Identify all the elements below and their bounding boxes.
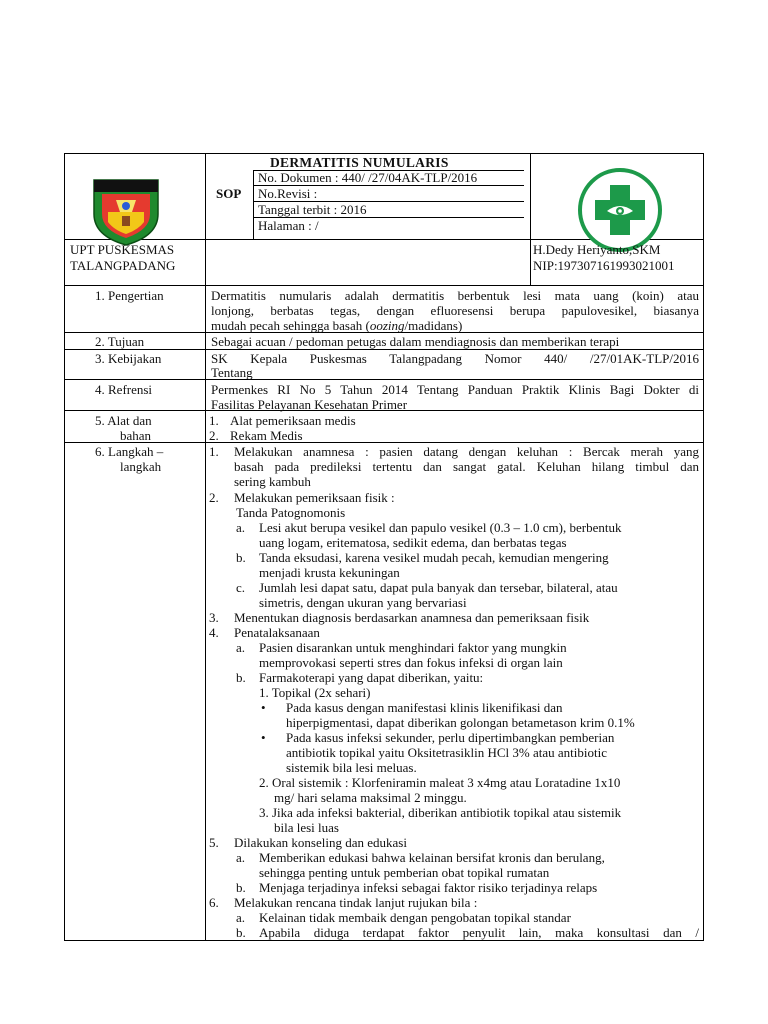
puskesmas-logo [577, 167, 663, 253]
page-number: Halaman : / [258, 218, 319, 233]
text-span: /madidans) [404, 318, 463, 333]
org-name-line1: UPT PUSKESMAS [70, 242, 175, 257]
doc-number: No. Dokumen : 440/ /27/04AK-TLP/2016 [258, 170, 478, 185]
sub-letter: a. [236, 850, 246, 865]
sub-text: Pada kasus dengan manifestasi klinis likenifikasi dan [286, 700, 563, 715]
col-divider [530, 154, 531, 285]
sub-text: 1. Topikal (2x sehari) [259, 685, 371, 700]
section-text: Tentang [211, 365, 253, 380]
step-text: Menentukan diagnosis berdasarkan anamnesa dan pemeriksaan fisik [234, 610, 590, 625]
sub-text: Pasien disarankan untuk menghindari faktor yang mungkin [259, 640, 567, 655]
row-divider [65, 349, 704, 350]
sub-text: antibiotik topikal yaitu Oksitetrasiklin HCl 3% atau antibiotic [286, 745, 607, 760]
sub-text: hiperpigmentasi, dapat diberikan golongan betametason krim 0.1% [286, 715, 635, 730]
col-divider [205, 154, 206, 285]
list-number: 4. [209, 625, 219, 640]
revision: No.Revisi : [258, 186, 318, 201]
step-text: sering kambuh [234, 474, 311, 489]
section-label: 5. Alat dan [95, 413, 152, 428]
sub-text: 2. Oral sistemik : Klorfeniramin maleat 3 x4mg atau Loratadine 1x10 [259, 775, 621, 790]
org-name-line2: TALANGPADANG [70, 258, 176, 273]
sop-table [64, 153, 704, 941]
issue-date: Tanggal terbit : 2016 [258, 202, 367, 217]
sub-letter: a. [236, 640, 246, 655]
step-text: Dilakukan konseling dan edukasi [234, 835, 407, 850]
section-label: 3. Kebijakan [95, 351, 162, 366]
italic-term: oozing [369, 318, 405, 333]
sub-text: 3. Jika ada infeksi bakterial, diberikan antibiotik topikal atau sistemik [259, 805, 622, 820]
step-text: Melakukan rencana tindak lanjut rujukan bila : [234, 895, 478, 910]
section-text: Sebagai acuan / pedoman petugas dalam mendiagnosis dan memberikan terapi [211, 334, 620, 349]
list-number: 5. [209, 835, 219, 850]
list-number: 2. [209, 490, 219, 505]
sub-letter: a. [236, 910, 246, 925]
section-label: bahan [120, 428, 152, 443]
sub-letter: b. [236, 550, 246, 565]
sub-text: bila lesi luas [274, 820, 339, 835]
logo-text: TANGGAMUS [97, 172, 149, 181]
signer-name: H.Dedy Heriyanto,SKM [533, 242, 661, 257]
sub-text: Farmakoterapi yang dapat diberikan, yaitu: [259, 670, 484, 685]
bullet-icon: • [261, 730, 266, 745]
sub-text: Lesi akut berupa vesikel dan papulo vesikel (0.3 – 1.0 cm), berbentuk [259, 520, 622, 535]
sub-text: Jumlah lesi dapat satu, dapat pula banyak dan tersebar, bilateral, atau [259, 580, 618, 595]
step-text: Tanda Patognomonis [236, 505, 346, 520]
sub-text: sistemik bila lesi meluas. [286, 760, 417, 775]
list-number: 3. [209, 610, 219, 625]
step-text: Melakukan anamnesa : pasien datang dengan keluhan : Bercak merah yang [234, 444, 699, 459]
section-label: 2. Tujuan [95, 334, 145, 349]
row-divider [65, 379, 704, 380]
sub-text: Menjaga terjadinya infeksi sebagai faktor risiko terjadinya relaps [259, 880, 598, 895]
sop-label: SOP [216, 186, 242, 201]
section-label: 1. Pengertian [95, 288, 164, 303]
sub-letter: a. [236, 520, 246, 535]
section-text: Dermatitis numularis adalah dermatitis berbentuk lesi mata uang (koin) atau [211, 288, 699, 303]
sub-text: menjadi krusta kekuningan [259, 565, 400, 580]
section-text: Fasilitas Pelayanan Kesehatan Primer [211, 397, 408, 412]
list-number: 1. [209, 444, 219, 459]
sub-text: memprovokasi seperti stres dan fokus infeksi di organ lain [259, 655, 563, 670]
sub-text: mg/ hari selama maksimal 2 minggu. [274, 790, 467, 805]
step-text: Melakukan pemeriksaan fisik : [234, 490, 395, 505]
list-item: Rekam Medis [230, 428, 303, 443]
section-text: SK Kepala Puskesmas Talangpadang Nomor 440/ /27/01AK-TLP/2016 [211, 351, 699, 366]
col-divider [253, 170, 254, 239]
list-number: 2. [209, 428, 219, 443]
list-item: Alat pemeriksaan medis [230, 413, 356, 428]
sub-text: Apabila diduga terdapat faktor penyulit lain, maka konsultasi dan / [259, 925, 699, 940]
sub-text: Memberikan edukasi bahwa kelainan bersifat kronis dan berulang, [259, 850, 605, 865]
sub-text: Kelainan tidak membaik dengan pengobatan topikal standar [259, 910, 571, 925]
col-divider [205, 285, 206, 941]
sub-text: sehingga penting untuk pemberian obat topikal rumatan [259, 865, 550, 880]
section-label: langkah [120, 459, 162, 474]
step-text: Penatalaksanaan [234, 625, 320, 640]
sub-text: uang logam, eritematosa, sedikit edema, dan berbatas tegas [259, 535, 567, 550]
sub-text: simetris, dengan ukuran yang bervariasi [259, 595, 467, 610]
sub-letter: b. [236, 925, 246, 940]
list-number: 1. [209, 413, 219, 428]
section-text: lonjong, berbatas tegas, dengan efluoresensi berupa papulovesikel, biasanya [211, 303, 699, 318]
row-divider [65, 285, 704, 286]
section-label: 6. Langkah – [95, 444, 164, 459]
document-title: DERMATITIS NUMULARIS [270, 155, 449, 170]
sub-letter: b. [236, 880, 246, 895]
section-text: Permenkes RI No 5 Tahun 2014 Tentang Panduan Praktik Klinis Bagi Dokter di [211, 382, 699, 397]
row-divider [65, 442, 704, 443]
sub-letter: b. [236, 670, 246, 685]
signer-nip: NIP:197307161993021001 [533, 258, 675, 273]
text-span: mudah pecah sehingga basah ( [211, 318, 370, 333]
list-number: 6. [209, 895, 219, 910]
sub-text: Pada kasus infeksi sekunder, perlu dipertimbangkan pemberian [286, 730, 615, 745]
step-text: basah pada predileksi tertentu dan sangat gatal. Keluhan hilang timbul dan [234, 459, 699, 474]
section-label: 4. Refrensi [95, 382, 153, 397]
bullet-icon: • [261, 700, 266, 715]
section-text [211, 318, 462, 333]
sub-letter: c. [236, 580, 246, 595]
sub-text: Tanda eksudasi, karena vesikel mudah pecah, kemudian mengering [259, 550, 609, 565]
